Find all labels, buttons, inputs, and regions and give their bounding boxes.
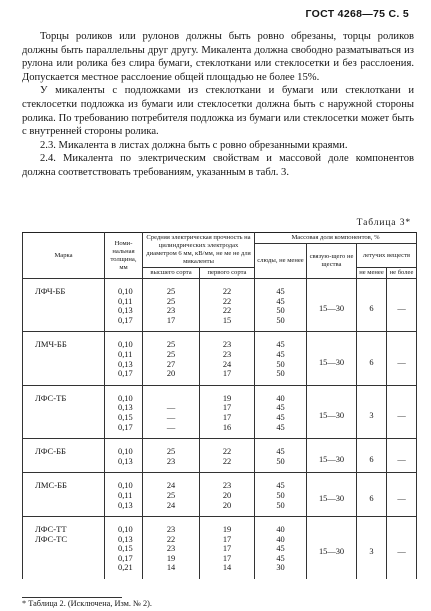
cell-strength-first: 25 — [143, 332, 200, 350]
cell-strength-second: 15 — [200, 316, 255, 332]
cell-strength-second: 22 — [200, 306, 255, 316]
cell-mark: ЛФС-ББ — [23, 439, 105, 473]
table-row — [23, 332, 417, 350]
cell-strength-first: 27 — [143, 360, 200, 370]
paragraph: 2.4. Микалента по электрическим свойствам и массовой доле компонентов должна соответствовать требованиям, указанным в табл. 3. — [22, 153, 414, 178]
cell-strength-second: 14 — [200, 563, 255, 579]
cell-volatile-max: — — [387, 385, 417, 438]
cell-mica: 45 — [255, 297, 307, 307]
cell-strength-first: 23 — [143, 517, 200, 535]
cell-strength-first: 25 — [143, 350, 200, 360]
cell-mark: ЛМС-ББ — [23, 473, 105, 517]
cell-volatile-max: — — [387, 517, 417, 579]
cell-thickness: 0,10 — [105, 385, 143, 403]
table-row — [23, 439, 417, 457]
cell-strength-second: 17 — [200, 554, 255, 564]
cell-mica: 45 — [255, 332, 307, 350]
cell-strength-second: 17 — [200, 369, 255, 385]
cell-strength-second: 24 — [200, 360, 255, 370]
table-row — [23, 517, 417, 535]
cell-volatile-max: — — [387, 439, 417, 473]
cell-strength-second: 22 — [200, 457, 255, 473]
cell-strength-second: 22 — [200, 297, 255, 307]
cell-thickness: 0,10 — [105, 439, 143, 457]
header-mass: Массовая доля компонентов, % — [255, 233, 417, 244]
cell-mark: ЛФЧ-ББ — [23, 279, 105, 332]
cell-mark: ЛФС-ТТ ЛФС-ТС — [23, 517, 105, 579]
cell-thickness: 0,13 — [105, 501, 143, 517]
cell-thickness: 0,13 — [105, 403, 143, 413]
cell-binder: 15—30 — [307, 332, 357, 385]
header-thickness: Номи-нальная толщина, мм — [105, 233, 143, 279]
cell-strength-second: 16 — [200, 423, 255, 439]
header-volatile-min: не менее — [357, 268, 387, 279]
cell-strength-first: — — [143, 403, 200, 413]
cell-thickness: 0,15 — [105, 413, 143, 423]
cell-binder: 15—30 — [307, 385, 357, 438]
page-header: ГОСТ 4268—75 С. 5 — [305, 8, 409, 20]
cell-thickness: 0,21 — [105, 563, 143, 579]
header-strength-first: высшего сорта — [143, 268, 200, 279]
cell-thickness: 0,13 — [105, 306, 143, 316]
cell-strength-second: 17 — [200, 544, 255, 554]
cell-thickness: 0,17 — [105, 423, 143, 439]
table-row — [23, 385, 417, 403]
cell-mica: 45 — [255, 473, 307, 491]
table-row — [23, 473, 417, 491]
cell-strength-second: 22 — [200, 279, 255, 297]
cell-mica: 45 — [255, 423, 307, 439]
cell-strength-second: 19 — [200, 385, 255, 403]
cell-volatile-min: 6 — [357, 439, 387, 473]
cell-thickness: 0,13 — [105, 360, 143, 370]
cell-strength-second: 23 — [200, 473, 255, 491]
cell-volatile-min: 3 — [357, 517, 387, 579]
cell-binder: 15—30 — [307, 279, 357, 332]
cell-strength-first: 25 — [143, 491, 200, 501]
cell-strength-second: 19 — [200, 517, 255, 535]
footnote: * Таблица 2. (Исключена, Изм. № 2). — [22, 599, 152, 608]
cell-strength-first: 20 — [143, 369, 200, 385]
cell-mica: 50 — [255, 491, 307, 501]
cell-volatile-min: 6 — [357, 332, 387, 385]
cell-strength-first: 23 — [143, 544, 200, 554]
cell-thickness: 0,11 — [105, 297, 143, 307]
cell-strength-first: 24 — [143, 501, 200, 517]
cell-thickness: 0,11 — [105, 350, 143, 360]
cell-volatile-max: — — [387, 279, 417, 332]
cell-strength-first: 17 — [143, 316, 200, 332]
cell-thickness: 0,10 — [105, 517, 143, 535]
paragraph: У микаленты с подложками из стеклоткани и бумаги или стеклоткани и стеклосетки подложка из бумаги или стеклосетки должна быть с наружной стороны ролика. По требованию потребителя подложка из бумаги или стеклосетки может быть с внутренней стороны ролика. — [22, 85, 414, 138]
header-mark: Марка — [23, 233, 105, 279]
cell-mica: 30 — [255, 563, 307, 579]
table-body — [23, 279, 417, 580]
header-binder: связую-щего не щества — [307, 244, 357, 279]
cell-strength-first: 19 — [143, 554, 200, 564]
cell-strength-first: 23 — [143, 306, 200, 316]
cell-strength-first: 25 — [143, 279, 200, 297]
cell-mica: 50 — [255, 316, 307, 332]
cell-strength-first — [143, 385, 200, 403]
cell-mica: 40 — [255, 517, 307, 535]
footnote-rule — [22, 597, 122, 598]
cell-strength-first: 14 — [143, 563, 200, 579]
cell-strength-second: 17 — [200, 413, 255, 423]
cell-binder: 15—30 — [307, 473, 357, 517]
cell-mica: 45 — [255, 544, 307, 554]
cell-mica: 50 — [255, 457, 307, 473]
header-mica: слюды, не менее — [255, 244, 307, 279]
cell-mica: 50 — [255, 501, 307, 517]
cell-mica: 40 — [255, 535, 307, 545]
cell-strength-second: 23 — [200, 332, 255, 350]
cell-strength-first: 23 — [143, 457, 200, 473]
paragraph: Торцы роликов или рулонов должны быть ровно обрезаны, торцы роликов должны быть параллельны друг другу. Микалента должна свободно разматываться из рулона или ролика без слира бумаги, стеклоткани или стеклосетки и без расслоения. Допускается местное расслоение общей площадью не более 15%. — [22, 31, 414, 83]
cell-volatile-max: — — [387, 473, 417, 517]
cell-thickness: 0,10 — [105, 473, 143, 491]
cell-strength-first: 24 — [143, 473, 200, 491]
cell-mica: 40 — [255, 385, 307, 403]
cell-thickness: 0,10 — [105, 332, 143, 350]
cell-thickness: 0,15 — [105, 544, 143, 554]
cell-thickness: 0,17 — [105, 554, 143, 564]
cell-strength-first: — — [143, 413, 200, 423]
cell-volatile-max: — — [387, 332, 417, 385]
cell-mica: 50 — [255, 369, 307, 385]
cell-thickness: 0,17 — [105, 316, 143, 332]
cell-mica: 45 — [255, 403, 307, 413]
cell-thickness: 0,13 — [105, 535, 143, 545]
header-strength-second: первого сорта — [200, 268, 255, 279]
cell-volatile-min: 6 — [357, 473, 387, 517]
cell-volatile-min: 6 — [357, 279, 387, 332]
table-row — [23, 279, 417, 297]
cell-thickness: 0,10 — [105, 279, 143, 297]
spec-table — [22, 232, 417, 579]
cell-mark: ЛМЧ-ББ — [23, 332, 105, 385]
cell-strength-second: 17 — [200, 403, 255, 413]
cell-binder: 15—30 — [307, 439, 357, 473]
cell-strength-second: 20 — [200, 491, 255, 501]
cell-strength-first: 25 — [143, 439, 200, 457]
cell-mica: 45 — [255, 439, 307, 457]
cell-mica: 45 — [255, 279, 307, 297]
cell-mica: 50 — [255, 306, 307, 316]
cell-strength-second: 20 — [200, 501, 255, 517]
table-caption: Таблица 3* — [356, 218, 411, 228]
header-volatile: летучих веществ — [357, 244, 417, 268]
cell-strength-second: 17 — [200, 535, 255, 545]
cell-strength-first: — — [143, 423, 200, 439]
body-text — [22, 30, 414, 180]
cell-mark: ЛФС-ТБ — [23, 385, 105, 438]
cell-volatile-min: 3 — [357, 385, 387, 438]
paragraph: 2.3. Микалента в листах должна быть с ровно обрезанными краями. — [40, 139, 348, 151]
cell-mica: 45 — [255, 554, 307, 564]
cell-mica: 45 — [255, 350, 307, 360]
cell-strength-first: 25 — [143, 297, 200, 307]
header-volatile-max: не более — [387, 268, 417, 279]
cell-thickness: 0,13 — [105, 457, 143, 473]
cell-thickness: 0,11 — [105, 491, 143, 501]
cell-strength-first: 22 — [143, 535, 200, 545]
cell-strength-second: 23 — [200, 350, 255, 360]
cell-thickness: 0,17 — [105, 369, 143, 385]
cell-strength-second: 22 — [200, 439, 255, 457]
cell-binder: 15—30 — [307, 517, 357, 579]
cell-mica: 50 — [255, 360, 307, 370]
header-strength: Средняя электрическая прочность на цилиндрических электродах диаметром 6 мм, кВ/мм, не ме не для микаленты — [143, 233, 255, 268]
cell-mica: 45 — [255, 413, 307, 423]
